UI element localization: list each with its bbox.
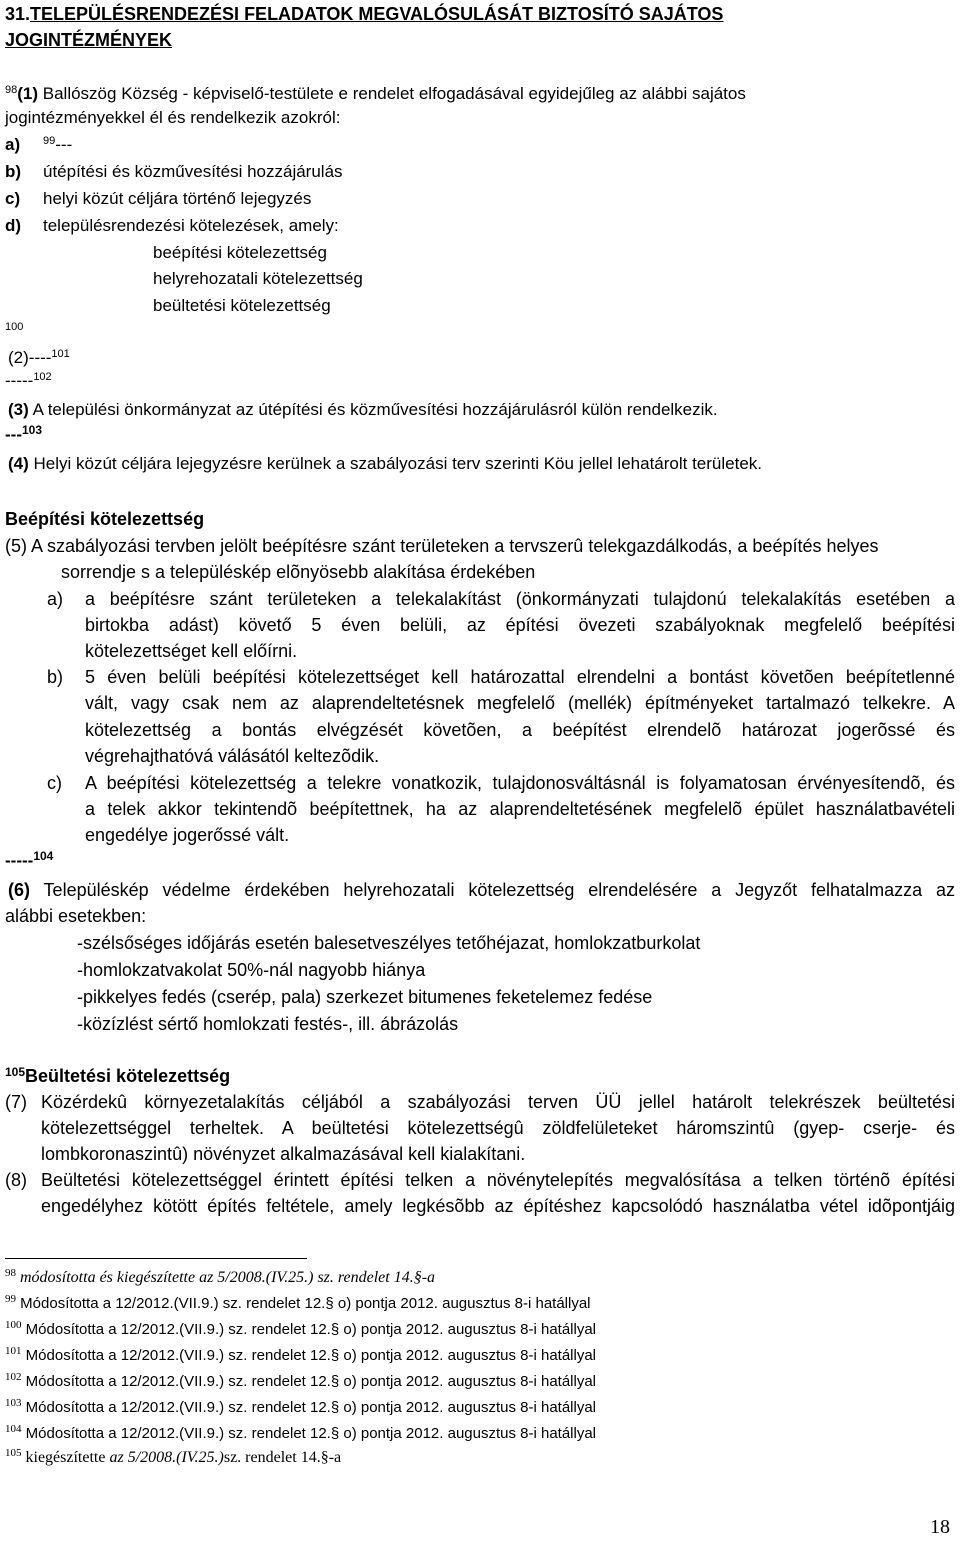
paragraph-7-label: (7) bbox=[5, 1092, 27, 1112]
sub-list-item: beépítési kötelezettség bbox=[153, 243, 327, 262]
list-item: $^{99}$--- bbox=[43, 135, 73, 154]
list-label: a) bbox=[5, 135, 21, 154]
list-label: b) bbox=[5, 162, 22, 181]
paragraph-3: (3) A települési önkormányzat az útépítési és közművesítési hozzájárulásról külön rendelkezik. bbox=[8, 400, 718, 419]
footnote-99: $^{99}$ Módosította a 12/2012.(VII.9.) sz. rendelet 12.§ o) pontja 2012. augusztus 8-i hatállyal bbox=[5, 1293, 591, 1312]
item-b-label: b) bbox=[47, 667, 64, 687]
footnote-ref-105: 105 bbox=[5, 1065, 26, 1079]
item-c-line1: A beépítési kötelezettség a telekre vonatkozik, tulajdonosváltásnál is folyamatosan érvényesítendõ, és bbox=[85, 773, 955, 793]
paragraph-6-line1: (6) Településkép védelme érdekében helyrehozatali kötelezettség elrendelésére a Jegyzőt felhatalmazza az bbox=[8, 880, 955, 900]
item-a-line1: a beépítésre szánt területeken a telekalakítást (önkormányzati tulajdonú telekalakítás esetében a bbox=[85, 589, 955, 609]
list-item: helyi közút céljára történő lejegyzés bbox=[43, 189, 312, 208]
list-label: d) bbox=[5, 216, 22, 235]
footnote-ref-102: 102 bbox=[33, 371, 52, 383]
case-item: -pikkelyes fedés (cserép, pala) szerkezet bitumenes feketelemez fedése bbox=[77, 987, 653, 1007]
paragraph-5-line2: sorrendje s a településkép elõnyösebb alakítása érdekében bbox=[61, 562, 536, 582]
subheading-beultetesi: $^{105}$Beültetési kötelezettség bbox=[5, 1065, 231, 1086]
item-a-line3: kötelezettséget kell előírni. bbox=[85, 641, 298, 661]
paragraph-8-line2: engedélyhez kötött építés feltétele, amely legkésõbb az építéshez kapcsolódó használatba vétel idõpontjáig bbox=[41, 1196, 955, 1216]
section-number: 31. bbox=[5, 4, 31, 24]
item-c-line2: a telek akkor tekintendõ beépítettnek, ha az alaprendeltetésének megfelelõ épület használatbavételi bbox=[85, 799, 955, 819]
footnote-ref-103: 103 bbox=[21, 423, 43, 437]
section-title-line2: JOGINTÉZMÉNYEK bbox=[5, 30, 173, 50]
footnote-ref-99: 99 bbox=[43, 135, 56, 147]
footnote-104: $^{104}$ Módosította a 12/2012.(VII.9.) sz. rendelet 12.§ o) pontja 2012. augusztus 8-i hatállyal bbox=[5, 1423, 597, 1442]
removed-text-104: -----$^{104}$ bbox=[5, 849, 54, 870]
paragraph-2: (2)----$^{101}$ bbox=[8, 348, 70, 367]
paragraph-5-line1: (5) A szabályozási tervben jelölt beépítésre szánt területeken a tervszerû telekgazdálkodás, a beépítés helyes bbox=[5, 536, 879, 556]
footnote-101: $^{101}$ Módosította a 12/2012.(VII.9.) sz. rendelet 12.§ o) pontja 2012. augusztus 8-i hatállyal bbox=[5, 1345, 597, 1364]
footnote-98: $^{98}$ módosította és kiegészítette az 5/2008.(IV.25.) sz. rendelet 14.§-a bbox=[5, 1267, 436, 1286]
case-item: -szélsőséges időjárás esetén balesetveszélyes tetőhéjazat, homlokzatburkolat bbox=[77, 933, 701, 953]
item-a-label: a) bbox=[47, 589, 64, 609]
paragraph-1-line2: jogintézményekkel él és rendelkezik azokról: bbox=[5, 108, 341, 127]
paragraph-6-line2: alábbi esetekben: bbox=[5, 906, 147, 926]
removed-text-103: ---$^{103}$ bbox=[5, 423, 43, 444]
item-c-line3: engedélye jogerőssé vált. bbox=[85, 825, 290, 845]
footnote-105: $^{105}$ kiegészítette az 5/2008.(IV.25.)sz. rendelet 14.§-a bbox=[5, 1447, 342, 1466]
page-number: 18 bbox=[930, 1516, 950, 1538]
paragraph-7-line1: Közérdekû környezetalakítás céljából a szabályozási terven ÜÜ jellel határolt telekrészek beültetési bbox=[41, 1092, 955, 1112]
item-a-line2: birtokba adást) követő 5 éven belüli, az építési övezeti szabályoknak megfelelő beépítési bbox=[85, 615, 955, 635]
footnote-ref-101: 101 bbox=[51, 348, 70, 360]
list-label: c) bbox=[5, 189, 21, 208]
footnote-ref-104: 104 bbox=[33, 849, 54, 863]
list-item: településrendezési kötelezések, amely: bbox=[43, 216, 339, 235]
footnote-102: $^{102}$ Módosította a 12/2012.(VII.9.) sz. rendelet 12.§ o) pontja 2012. augusztus 8-i hatállyal bbox=[5, 1371, 597, 1390]
item-b-line1: 5 éven belüli beépítési kötelezettséget kell határozattal elrendelni a bontást követõen beépítetlenné bbox=[85, 667, 955, 687]
footnote-divider bbox=[5, 1258, 307, 1259]
paragraph-4: (4) Helyi közút céljára lejegyzésre kerülnek a szabályozási terv szerinti Köu jellel lehatárolt területek. bbox=[8, 454, 763, 473]
case-item: -közízlést sértő homlokzati festés-, ill. ábrázolás bbox=[77, 1014, 459, 1034]
item-c-label: c) bbox=[47, 773, 62, 793]
paragraph-7-line2: kötelezettséggel terheltek. A beültetési kötelezettségû zöldfelületeket háromszintû (gyep- cserje- és bbox=[41, 1118, 955, 1138]
removed-text-102: -----$^{102}$ bbox=[5, 371, 52, 390]
paragraph-label: (1) bbox=[17, 84, 39, 103]
section-title-line1 bbox=[5, 2, 723, 26]
footnote-ref-100: 100 bbox=[5, 321, 24, 333]
sub-list-item: helyrehozatali kötelezettség bbox=[153, 269, 363, 288]
paragraph-7-line3: lombkoronaszintû) növényzet alkalmazásával kell kialakítani. bbox=[41, 1144, 526, 1164]
paragraph-1-line1: $^{98}$(1) Ballószög Község - képviselő-testülete e rendelet elfogadásával egyidejűleg az alábbi sajátos bbox=[5, 84, 746, 103]
list-item: útépítési és közművesítési hozzájárulás bbox=[43, 162, 343, 181]
item-b-line3: kötelezettség a bontás elvégzését követõen, a beépítést elrendelõ határozat jogerõssé és bbox=[85, 720, 955, 740]
subheading-beepitesi: Beépítési kötelezettség bbox=[5, 509, 205, 529]
item-b-line4: végrehajthatóvá válásától keltezõdik. bbox=[85, 746, 380, 766]
footnote-ref-98: 98 bbox=[5, 84, 18, 96]
sub-list-item: beültetési kötelezettség bbox=[153, 296, 331, 315]
case-item: -homlokzatvakolat 50%-nál nagyobb hiánya bbox=[77, 960, 426, 980]
footnote-103: $^{103}$ Módosította a 12/2012.(VII.9.) sz. rendelet 12.§ o) pontja 2012. augusztus 8-i hatállyal bbox=[5, 1397, 597, 1416]
paragraph-8-line1: Beültetési kötelezettséggel érintett építési telken a növénytelepítés megvalósítása a telken történõ építési bbox=[41, 1170, 955, 1190]
paragraph-8-label: (8) bbox=[5, 1170, 27, 1190]
item-b-line2: vált, vagy csak nem az alaprendeltetésnek megfelelő (mellék) építményeket tartalmazó telkekre. A bbox=[85, 693, 955, 713]
section-title: TELEPÜLÉSRENDEZÉSI FELADATOK MEGVALÓSULÁSÁT BIZTOSÍTÓ SAJÁTOS bbox=[30, 4, 724, 24]
footnote-100: $^{100}$ Módosította a 12/2012.(VII.9.) sz. rendelet 12.§ o) pontja 2012. augusztus 8-i hatállyal bbox=[5, 1319, 597, 1338]
